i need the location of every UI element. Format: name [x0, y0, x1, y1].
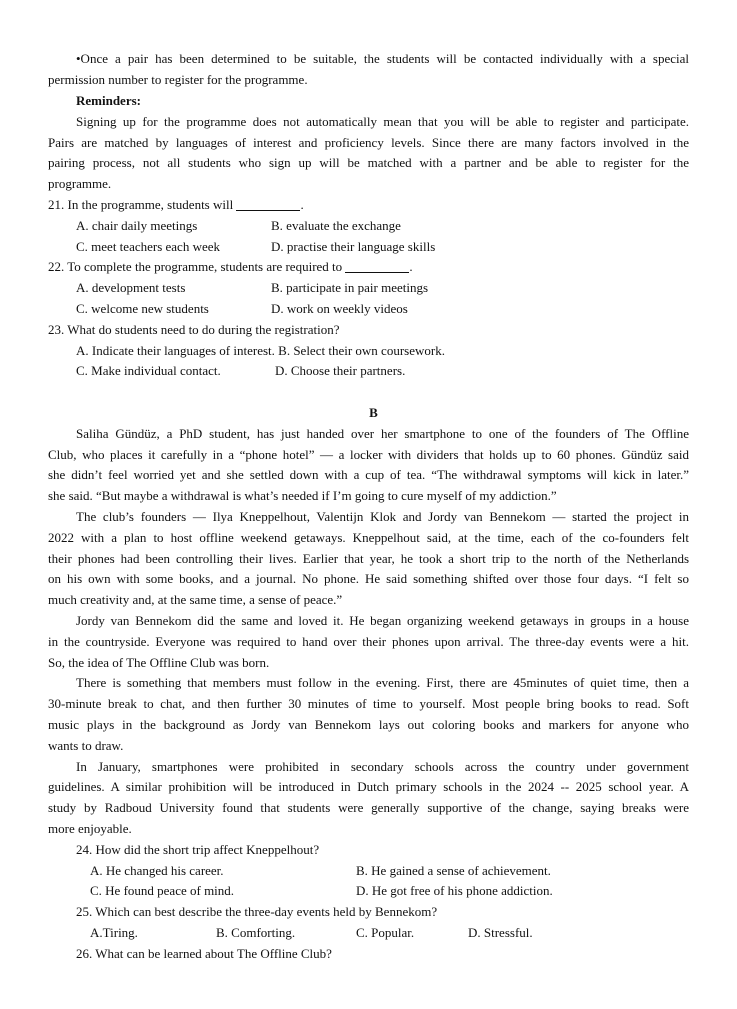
paragraph-line: wants to draw.	[48, 738, 124, 753]
paragraph-line: There is something that members must follow in the evening. First, there are 45minutes of quiet time, then a	[76, 675, 689, 690]
option-a: A. chair daily meetings	[76, 218, 198, 233]
paragraph-line: •Once a pair has been determined to be suitable, the students will be contacted individually with a special	[76, 51, 689, 66]
option-b: B. He gained a sense of achievement.	[356, 863, 551, 878]
option-d: D. work on weekly videos	[271, 301, 408, 316]
paragraph-line: more enjoyable.	[48, 821, 132, 836]
paragraph-line: 2022 with a plan to host offline weekend getaways. Kneppelhout said, at the time, each of the co-founders felt	[48, 530, 689, 545]
paragraph-line: she didn’t feel worried yet and she settled down with a cup of tea. “The withdrawal symptoms will kick in later.”	[48, 467, 689, 482]
paragraph-line: pairing process, not all students who sign up will be matched with a partner and be able to register for the	[48, 155, 689, 170]
answer-blank	[345, 259, 409, 273]
option-a: A. He changed his career.	[90, 863, 224, 878]
paragraph-line: Saliha Gündüz, a PhD student, has just handed over her smartphone to one of the founders of The Offline	[76, 426, 689, 441]
paragraph-line: Pairs are matched by languages of interest and proficiency levels. Since there are many factors involved in the	[48, 135, 689, 150]
paragraph-line: their phones had been controlling their lives. Earlier that year, he took a short trip to the north of the Netherlands	[48, 551, 689, 566]
answer-blank	[236, 197, 300, 211]
option-c: C. meet teachers each week	[76, 239, 221, 254]
paragraph-line: In January, smartphones were prohibited in secondary schools across the country under government	[76, 759, 689, 774]
question-22-stem: 22. To complete the programme, students are required to .	[48, 259, 413, 274]
option-d: D. He got free of his phone addiction.	[356, 883, 553, 898]
question-24-stem: 24. How did the short trip affect Kneppelhout?	[76, 842, 320, 857]
paragraph-line: she said. “But maybe a withdrawal is what’s needed if I’m going to cure myself of my addiction.”	[48, 488, 557, 503]
option-c: C. Popular.	[356, 925, 415, 940]
paragraph-line: on his own with some books, and a journal. No phone. He said something shifted over those four days. “I felt so	[48, 571, 689, 586]
paragraph-line: Jordy van Bennekom did the same and loved it. He began organizing weekend getaways in groups in a house	[76, 613, 689, 628]
paragraph-line: study by Radboud University found that students were generally supportive of the change, saying breaks were	[48, 800, 689, 815]
option-b: B. participate in pair meetings	[271, 280, 429, 295]
paragraph-line: in the countryside. Everyone was required to hand over their phones upon arrival. The three-day events were a hit.	[48, 634, 689, 649]
paragraph-line: music plays in the background as Jordy van Bennekom lays out coloring books and markers for anyone who	[48, 717, 689, 732]
option-a: A.Tiring.	[90, 925, 138, 940]
paragraph-line: much creativity and, at the same time, a sense of peace.”	[48, 592, 343, 607]
option-d: D. Stressful.	[468, 925, 533, 940]
paragraph-line: Signing up for the programme does not automatically mean that you will be able to register and participate.	[76, 114, 689, 129]
option-d: D. practise their language skills	[271, 239, 436, 254]
option-b: B. Comforting.	[216, 925, 296, 940]
question-23-stem: 23. What do students need to do during the registration?	[48, 322, 340, 337]
option-c: C. Make individual contact.	[76, 363, 221, 378]
paragraph-line: 30-minute break to chat, and then further 30 minutes of time to yourself. Most people bring books to read. Soft	[48, 696, 689, 711]
question-21-stem: 21. In the programme, students will .	[48, 197, 304, 212]
paragraph-line: programme.	[48, 176, 112, 191]
option-d: D. Choose their partners.	[275, 363, 406, 378]
paragraph-line: So, the idea of The Offline Club was born.	[48, 655, 270, 670]
paragraph-line: The club’s founders — Ilya Kneppelhout, Valentijn Klok and Jordy van Bennekom — started the project in	[76, 509, 689, 524]
option-c: C. He found peace of mind.	[90, 883, 235, 898]
section-b-heading: B	[369, 405, 378, 420]
option-c: C. welcome new students	[76, 301, 209, 316]
paragraph-line: permission number to register for the programme.	[48, 72, 308, 87]
question-25-stem: 25. Which can best describe the three-day events held by Bennekom?	[76, 904, 438, 919]
paragraph-line: Club, who places it carefully in a “phone hotel” — a locker with dividers that holds up to 60 phones. Gündüz said	[48, 447, 689, 462]
option-a-b: A. Indicate their languages of interest. B. Select their own coursework.	[76, 343, 445, 358]
option-a: A. development tests	[76, 280, 186, 295]
reminders-heading: Reminders:	[76, 93, 141, 108]
option-b: B. evaluate the exchange	[271, 218, 401, 233]
question-26-stem: 26. What can be learned about The Offline Club?	[76, 946, 332, 961]
paragraph-line: guidelines. A similar prohibition will be introduced in Dutch primary schools in the 2024 -- 2025 school year. A	[48, 779, 689, 794]
